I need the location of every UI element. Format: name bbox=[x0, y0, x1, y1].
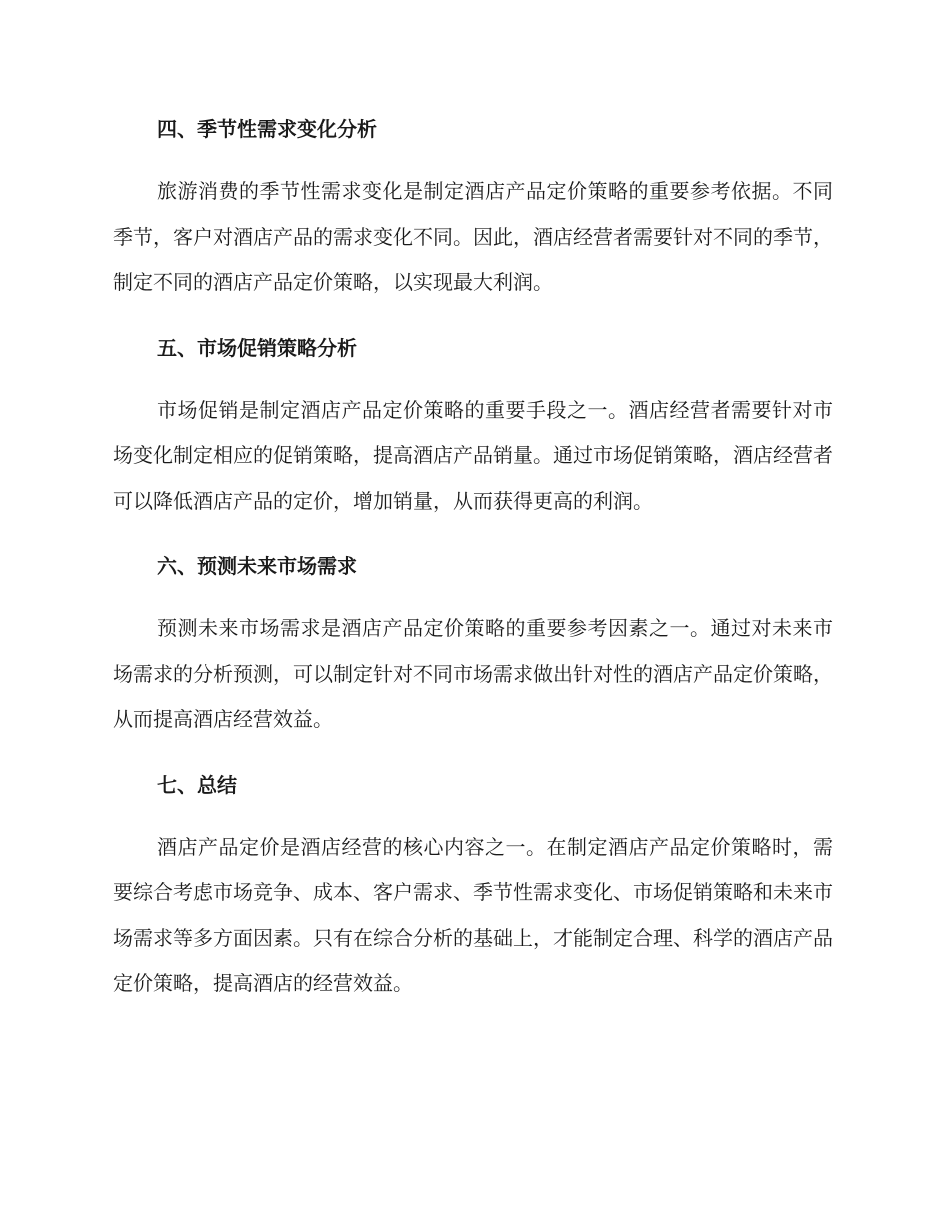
section-market-promotion bbox=[113, 331, 833, 525]
section-summary bbox=[113, 768, 833, 1007]
document-body bbox=[113, 112, 833, 1007]
section-heading: 六、预测未来市场需求 bbox=[157, 554, 357, 578]
section-heading: 七、总结 bbox=[157, 772, 237, 797]
section-paragraph: 预测未来市场需求是酒店产品定价策略的重要参考因素之一。通过对未来市场需求的分析预测，可以制定针对不同市场需求做出针对性的酒店产品定价策略，从而提高酒店经营效益。 bbox=[113, 616, 833, 731]
section-paragraph: 市场促销是制定酒店产品定价策略的重要手段之一。酒店经营者需要针对市场变化制定相应的促销策略，提高酒店产品销量。通过市场促销策略，酒店经营者可以降低酒店产品的定价，增加销量，从而获得更高的利润。 bbox=[113, 397, 833, 513]
section-heading: 五、市场促销策略分析 bbox=[157, 335, 357, 360]
section-paragraph: 酒店产品定价是酒店经营的核心内容之一。在制定酒店产品定价策略时，需要综合考虑市场竞争、成本、客户需求、季节性需求变化、市场促销策略和未来市场需求等多方面因素。只有在综合分析的基础上，才能制定合理、科学的酒店产品定价策略，提高酒店的经营效益。 bbox=[113, 834, 833, 995]
section-paragraph: 旅游消费的季节性需求变化是制定酒店产品定价策略的重要参考依据。不同季节，客户对酒店产品的需求变化不同。因此，酒店经营者需要针对不同的季节，制定不同的酒店产品定价策略，以实现最大利润。 bbox=[113, 179, 833, 294]
section-seasonal-demand bbox=[113, 112, 833, 306]
section-heading: 四、季节性需求变化分析 bbox=[157, 117, 377, 141]
section-future-demand bbox=[113, 549, 833, 743]
